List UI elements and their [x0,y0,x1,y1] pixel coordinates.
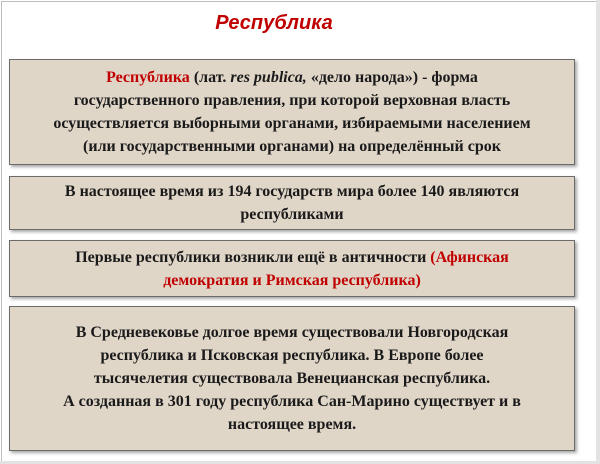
definition-latin: res publica, [230,69,307,86]
definition-line-3: осуществляется выборными органами, избираемыми населением [53,115,531,132]
medieval-line-2: республика и Псковская республика. В Европе более [100,347,484,364]
fact-count-line-2: республиками [240,206,344,223]
definition-rest: «дело народа») - форма [306,69,478,86]
definition-term: Республика [106,69,190,86]
definition-line-4: (или государственными органами) на определённый срок [83,138,501,155]
medieval-line-3: тысячелетия существовала Венецианская республика. [93,370,491,387]
medieval-line-4: А созданная в 301 году республика Сан-Марино существует и в [63,393,521,410]
definition-open: (лат. [189,69,231,86]
fact-count-line-1: В настоящее время из 194 государств мира более 140 являются [64,183,520,200]
medieval-text [63,321,521,436]
fact-count-box [9,176,575,230]
slide-edge-right [596,0,600,464]
antiquity-box [9,240,575,297]
medieval-box [9,306,575,451]
fact-count-text [65,180,519,226]
antiquity-text [75,246,509,292]
definition-line-2: государственного правления, при которой верховная власть [73,92,511,109]
page-title: Республика [215,12,333,34]
antiquity-highlight-1: (Афинская [430,248,509,266]
antiquity-highlight-2: демократия и Римская республика) [163,271,421,289]
antiquity-line-1: Первые республики возникли ещё в античности [75,248,431,266]
medieval-line-1: В Средневековье долгое время существовали Новгородская [75,324,509,341]
medieval-line-5: настоящее время. [227,416,357,433]
definition-text [53,66,530,158]
definition-box [9,59,575,165]
